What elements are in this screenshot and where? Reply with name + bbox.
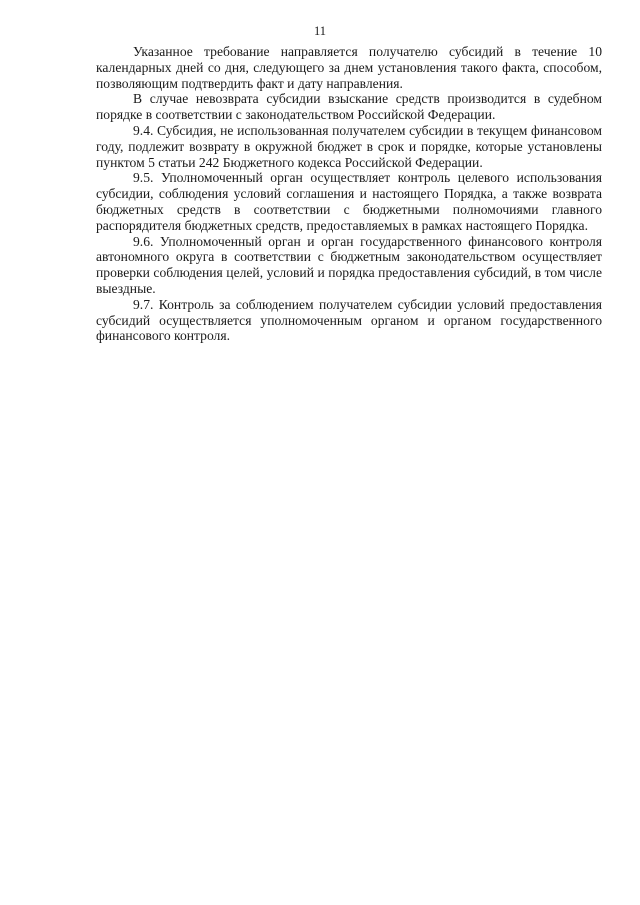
document-body <box>96 44 602 344</box>
paragraph-9-5: 9.5. Уполномоченный орган осуществляет контроль целевого использования субсидии, соблюдения условий соглашения и настоящего Порядка, а также возврата бюджетных средств в соответствии с бюджетными полномочиями главного распорядителя бюджетных средств, предоставляемых в рамках настоящего Порядка. <box>96 170 602 233</box>
page-number: 11 <box>313 24 327 38</box>
paragraph-9-4: 9.4. Субсидия, не использованная получателем субсидии в текущем финансовом году, подлежит возврату в окружной бюджет в срок и порядке, которые установлены пунктом 5 статьи 242 Бюджетного кодекса Российской Федерации. <box>96 122 602 170</box>
paragraph-notice-deadline: Указанное требование направляется получателю субсидий в течение 10 календарных дней со дня, следующего за днем установления такого факта, способом, позволяющим подтвердить факт и дату направления. <box>96 44 602 91</box>
paragraph-9-6: 9.6. Уполномоченный орган и орган государственного финансового контроля автономного округа в соответствии с бюджетным законодательством осуществляет проверки соблюдения целей, условий и порядка предоставления субсидий, в том числе выездные. <box>96 233 602 296</box>
paragraph-judicial-recovery: В случае невозврата субсидии взыскание средств производится в судебном порядке в соответствии с законодательством Российской Федерации. <box>96 91 602 123</box>
paragraph-9-7: 9.7. Контроль за соблюдением получателем субсидии условий предоставления субсидий осуществляется уполномоченным органом и органом государственного финансового контроля. <box>96 296 602 344</box>
